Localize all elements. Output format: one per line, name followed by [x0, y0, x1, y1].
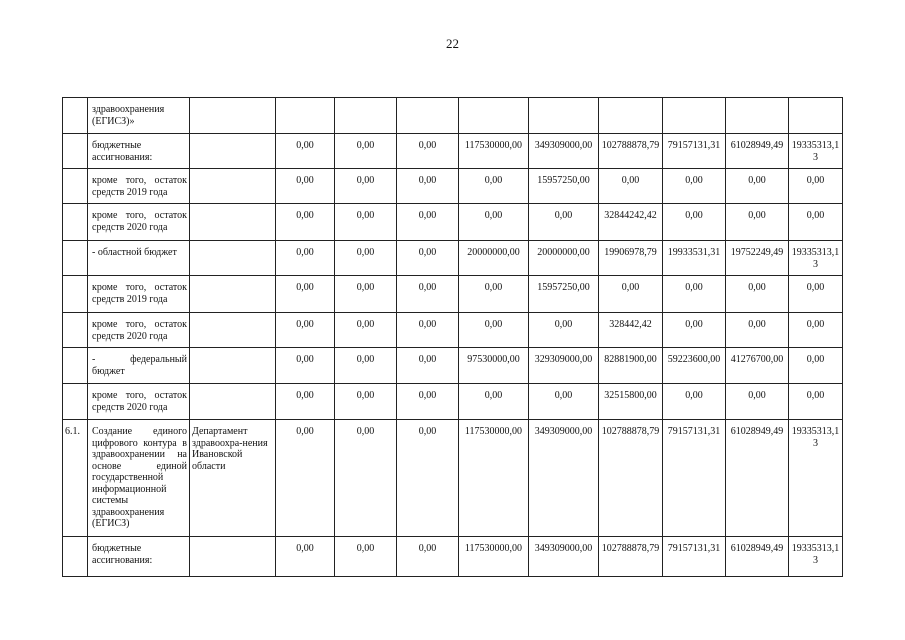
- row-index: [63, 348, 88, 384]
- value-cell: 0,00: [529, 313, 599, 348]
- value-cell: [335, 98, 397, 134]
- value-cell: 329309000,00: [529, 348, 599, 384]
- value-cell: 0,00: [335, 241, 397, 276]
- value-cell: 0,00: [335, 169, 397, 204]
- row-name: Создание единого цифрового контура в здравоохранении на основе единой государственной информационной системы здравоохранения (ЕГИСЗ): [88, 420, 190, 537]
- value-cell: 0,00: [789, 276, 843, 313]
- value-cell: 61028949,49: [726, 420, 789, 537]
- value-cell: 0,00: [397, 276, 459, 313]
- value-cell: 0,00: [335, 384, 397, 420]
- row-index: 6.1.: [63, 420, 88, 537]
- row-index: [63, 134, 88, 169]
- value-cell: 117530000,00: [459, 134, 529, 169]
- row-index: [63, 537, 88, 577]
- value-cell: 19752249,49: [726, 241, 789, 276]
- row-executor: [190, 134, 276, 169]
- value-cell: 0,00: [276, 420, 335, 537]
- row-name: - федеральный бюджет: [88, 348, 190, 384]
- row-executor: [190, 384, 276, 420]
- value-cell: 0,00: [726, 276, 789, 313]
- value-cell: 19335313,13: [789, 241, 843, 276]
- row-index: [63, 169, 88, 204]
- row-executor: [190, 98, 276, 134]
- row-index: [63, 241, 88, 276]
- row-executor: [190, 313, 276, 348]
- table-row: [63, 384, 843, 420]
- value-cell: 19906978,79: [599, 241, 663, 276]
- value-cell: 0,00: [663, 313, 726, 348]
- row-index: [63, 204, 88, 241]
- value-cell: 15957250,00: [529, 169, 599, 204]
- row-name: здравоохранения (ЕГИСЗ)»: [88, 98, 190, 134]
- value-cell: 0,00: [789, 348, 843, 384]
- value-cell: 19335313,13: [789, 134, 843, 169]
- row-index: [63, 384, 88, 420]
- value-cell: 0,00: [599, 169, 663, 204]
- value-cell: 0,00: [335, 313, 397, 348]
- table-row: [63, 241, 843, 276]
- value-cell: [599, 98, 663, 134]
- value-cell: 0,00: [459, 204, 529, 241]
- row-executor: [190, 169, 276, 204]
- page-number: 22: [446, 36, 459, 51]
- table-row: [63, 276, 843, 313]
- value-cell: [459, 98, 529, 134]
- value-cell: 0,00: [529, 204, 599, 241]
- row-index: [63, 98, 88, 134]
- table-row: [63, 134, 843, 169]
- value-cell: 0,00: [276, 169, 335, 204]
- value-cell: 19335313,13: [789, 420, 843, 537]
- row-executor: [190, 276, 276, 313]
- value-cell: 0,00: [335, 276, 397, 313]
- value-cell: 0,00: [397, 204, 459, 241]
- value-cell: 0,00: [459, 313, 529, 348]
- row-index: [63, 276, 88, 313]
- value-cell: 19335313,13: [789, 537, 843, 577]
- value-cell: [663, 98, 726, 134]
- value-cell: 0,00: [397, 420, 459, 537]
- value-cell: 82881900,00: [599, 348, 663, 384]
- row-name: кроме того, остаток средств 2020 года: [88, 313, 190, 348]
- value-cell: 20000000,00: [459, 241, 529, 276]
- value-cell: 0,00: [663, 204, 726, 241]
- value-cell: 0,00: [789, 384, 843, 420]
- value-cell: 0,00: [789, 169, 843, 204]
- value-cell: 0,00: [397, 313, 459, 348]
- value-cell: [529, 98, 599, 134]
- value-cell: 0,00: [459, 384, 529, 420]
- value-cell: 61028949,49: [726, 134, 789, 169]
- table-row: [63, 420, 843, 537]
- row-name: кроме того, остаток средств 2019 года: [88, 169, 190, 204]
- value-cell: 0,00: [276, 276, 335, 313]
- value-cell: 79157131,31: [663, 420, 726, 537]
- value-cell: 349309000,00: [529, 537, 599, 577]
- row-executor: Департамент здравоохра-нения Ивановской области: [190, 420, 276, 537]
- value-cell: 349309000,00: [529, 134, 599, 169]
- table-row: [63, 313, 843, 348]
- table-row: [63, 537, 843, 577]
- budget-table: [62, 97, 843, 577]
- value-cell: 0,00: [726, 204, 789, 241]
- value-cell: 32844242,42: [599, 204, 663, 241]
- table-row: [63, 98, 843, 134]
- value-cell: [276, 98, 335, 134]
- value-cell: 0,00: [726, 313, 789, 348]
- value-cell: 0,00: [276, 384, 335, 420]
- value-cell: 0,00: [276, 537, 335, 577]
- value-cell: 117530000,00: [459, 420, 529, 537]
- value-cell: 0,00: [599, 276, 663, 313]
- value-cell: 0,00: [789, 204, 843, 241]
- row-index: [63, 313, 88, 348]
- table-row: [63, 169, 843, 204]
- value-cell: 0,00: [276, 204, 335, 241]
- value-cell: 102788878,79: [599, 134, 663, 169]
- row-name: кроме того, остаток средств 2019 года: [88, 276, 190, 313]
- value-cell: 0,00: [397, 384, 459, 420]
- row-name: кроме того, остаток средств 2020 года: [88, 384, 190, 420]
- value-cell: 0,00: [397, 241, 459, 276]
- value-cell: 32515800,00: [599, 384, 663, 420]
- value-cell: [726, 98, 789, 134]
- value-cell: 0,00: [663, 169, 726, 204]
- row-executor: [190, 348, 276, 384]
- value-cell: 0,00: [397, 134, 459, 169]
- value-cell: 0,00: [529, 384, 599, 420]
- value-cell: 0,00: [397, 348, 459, 384]
- value-cell: 0,00: [663, 276, 726, 313]
- value-cell: 79157131,31: [663, 537, 726, 577]
- value-cell: 0,00: [397, 537, 459, 577]
- value-cell: 0,00: [663, 384, 726, 420]
- value-cell: 0,00: [276, 134, 335, 169]
- value-cell: 59223600,00: [663, 348, 726, 384]
- value-cell: [789, 98, 843, 134]
- value-cell: 41276700,00: [726, 348, 789, 384]
- value-cell: 0,00: [335, 348, 397, 384]
- row-name: бюджетные ассигнования:: [88, 134, 190, 169]
- value-cell: 0,00: [397, 169, 459, 204]
- value-cell: 0,00: [789, 313, 843, 348]
- value-cell: 0,00: [335, 204, 397, 241]
- value-cell: 102788878,79: [599, 537, 663, 577]
- row-name: бюджетные ассигнования:: [88, 537, 190, 577]
- value-cell: 19933531,31: [663, 241, 726, 276]
- value-cell: 0,00: [726, 384, 789, 420]
- value-cell: 20000000,00: [529, 241, 599, 276]
- row-name: - областной бюджет: [88, 241, 190, 276]
- row-executor: [190, 537, 276, 577]
- value-cell: 0,00: [335, 420, 397, 537]
- value-cell: 97530000,00: [459, 348, 529, 384]
- value-cell: 0,00: [459, 276, 529, 313]
- value-cell: 117530000,00: [459, 537, 529, 577]
- row-executor: [190, 204, 276, 241]
- value-cell: 328442,42: [599, 313, 663, 348]
- value-cell: [397, 98, 459, 134]
- value-cell: 0,00: [276, 241, 335, 276]
- value-cell: 0,00: [459, 169, 529, 204]
- value-cell: 0,00: [335, 537, 397, 577]
- value-cell: 0,00: [726, 169, 789, 204]
- value-cell: 349309000,00: [529, 420, 599, 537]
- value-cell: 61028949,49: [726, 537, 789, 577]
- row-name: кроме того, остаток средств 2020 года: [88, 204, 190, 241]
- table-row: [63, 204, 843, 241]
- row-executor: [190, 241, 276, 276]
- value-cell: 0,00: [276, 348, 335, 384]
- value-cell: 0,00: [276, 313, 335, 348]
- value-cell: 102788878,79: [599, 420, 663, 537]
- value-cell: 0,00: [335, 134, 397, 169]
- value-cell: 15957250,00: [529, 276, 599, 313]
- table-row: [63, 348, 843, 384]
- value-cell: 79157131,31: [663, 134, 726, 169]
